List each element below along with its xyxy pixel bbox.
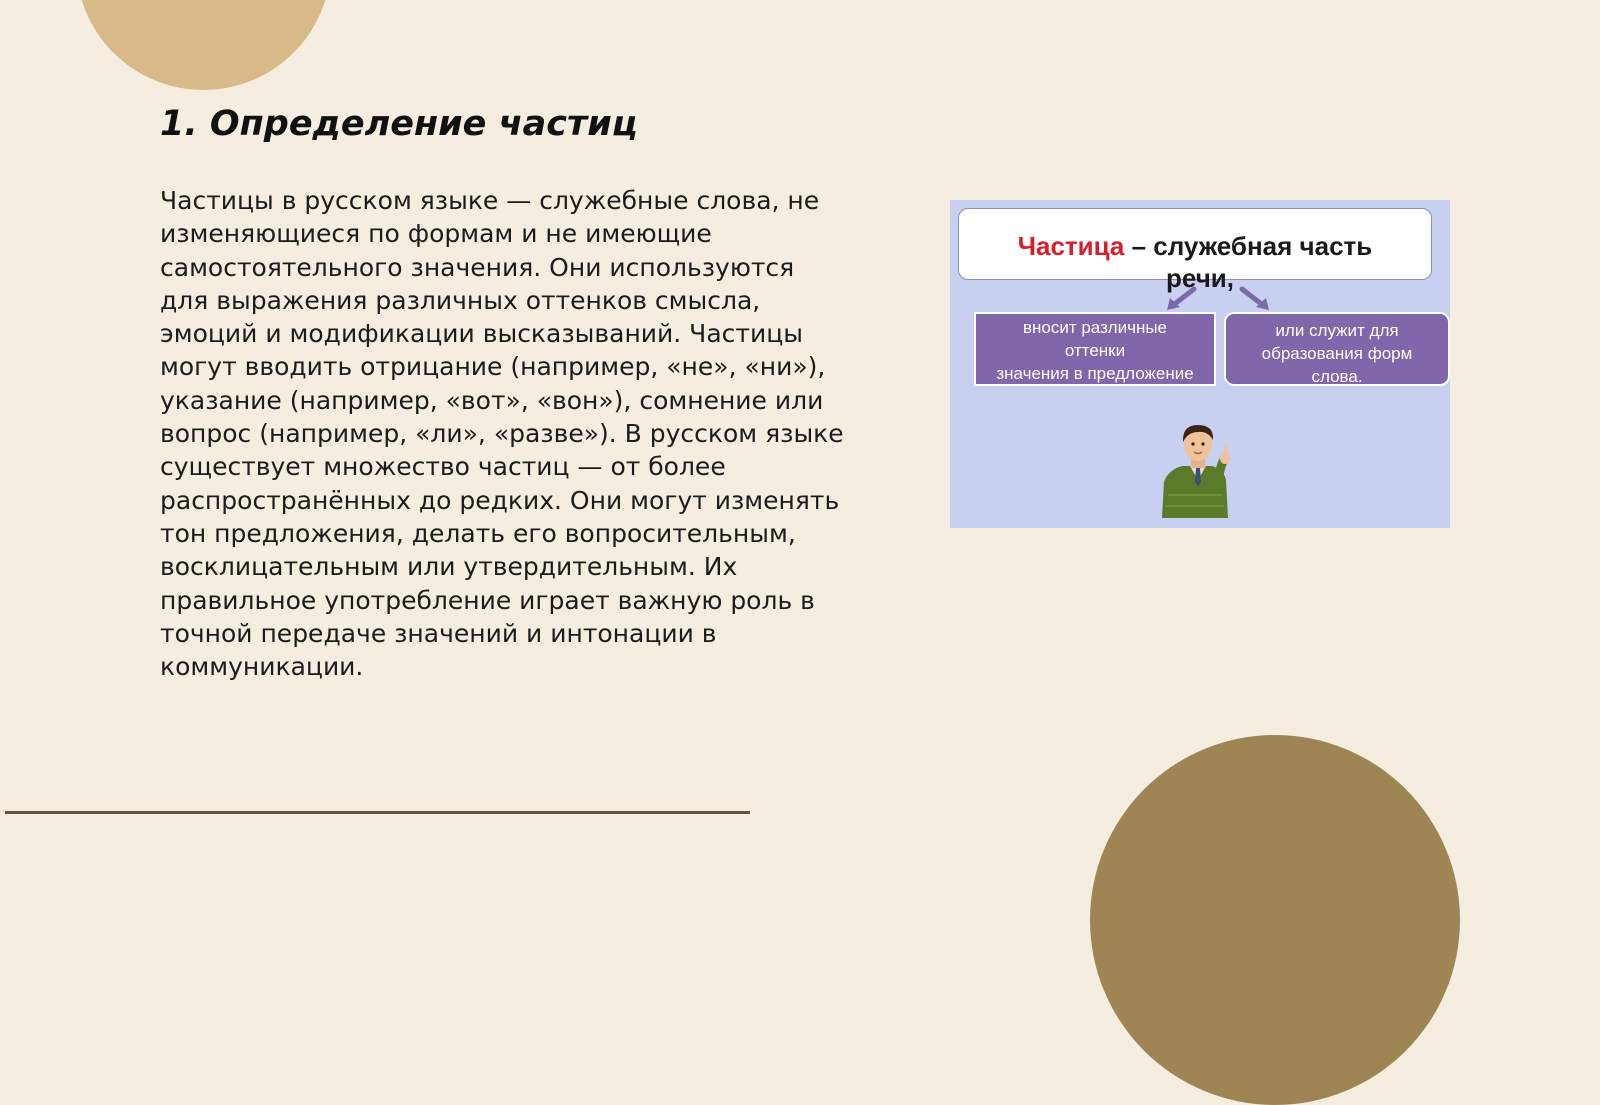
slide-title: 1. Определение частиц [160, 104, 638, 144]
meaning-shades-line-1: вносит различные [1022, 318, 1168, 337]
meaning-shades-line-3: значения в предложение [996, 364, 1194, 383]
word-forms-line-1: или служит для [1275, 321, 1399, 340]
definition-line-1 [959, 231, 1431, 262]
slide-body-text: Частицы в русском языке — служебные слова, не изменяющиеся по формам и не имеющие самостоятельного значения. Они используются для выражения различных оттенков смысла, эмоций и модификации высказываний. Частицы могут вводить отрицание (например, «не», «ни»), указание (например, «вот», «вон»), сомнение или вопрос (например, «ли», «разве»). В русском языке существует множество частиц — от более распространённых до редких. Они могут изменять тон предложения, делать его вопросительным, восклицательным или утвердительным. Их правильное употребление играет важную роль в точной передаче значений и интонации в коммуникации. [160, 186, 844, 682]
teacher-figure-icon [1160, 420, 1236, 520]
meaning-shades-box [974, 312, 1216, 386]
word-forms-box [1224, 312, 1450, 386]
word-forms-line-2: образования форм [1261, 344, 1413, 363]
decor-circle-bottom [1090, 735, 1460, 1105]
definition-text: – служебная часть [1124, 231, 1373, 261]
arrow-left-icon [1164, 286, 1198, 312]
definition-term: Частица [1017, 231, 1125, 261]
arrow-right-icon [1238, 286, 1272, 312]
decor-divider-line [5, 811, 750, 814]
meaning-shades-line-2: оттенки [1064, 341, 1126, 360]
definition-line-2: речи, [1166, 263, 1234, 293]
particle-definition-diagram [950, 200, 1450, 528]
decor-circle-top [76, 0, 331, 90]
word-forms-line-3: слова. [1311, 367, 1363, 386]
